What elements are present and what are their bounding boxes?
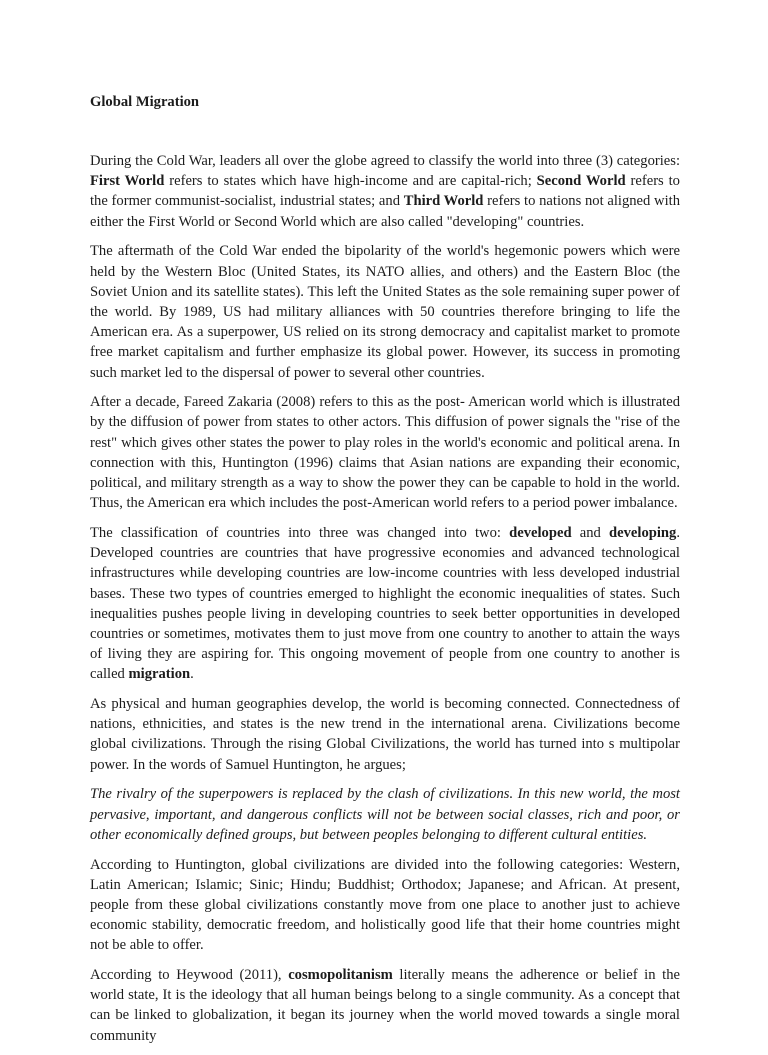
bold-term: First World (90, 173, 165, 190)
bold-term: migration (128, 666, 191, 683)
body-paragraph (90, 694, 680, 775)
bold-term: Third World (403, 193, 484, 210)
body-paragraph (90, 855, 680, 956)
paragraph-text: refers to states which have high-income and are capital-rich; (164, 173, 537, 190)
bold-term: Second World (536, 173, 626, 190)
body-paragraph (90, 151, 680, 232)
document-page (90, 92, 680, 1055)
paragraph-text: According to Heywood (2011), (90, 967, 289, 984)
paragraph-text: The rivalry of the superpowers is replaced by the clash of civilizations. In this new world, the most pervasive, important, and dangerous conflicts will not be between social classes, rich and poor, or other economically defined groups, but between peoples belonging to different cultural entities. (90, 786, 680, 843)
block-quote (90, 784, 680, 845)
paragraph-text: refers to the former communist-socialist, industrial states; and (90, 173, 680, 210)
body-paragraph (90, 241, 680, 382)
paragraph-text: After a decade, Fareed Zakaria (2008) refers to this as the post- American world which is illustrated by the diffusion of power from states to other actors. This diffusion of power signals the "rise of the rest" which gives other states the power to play roles in the world's economic and political arena. In connection with this, Huntington (1996) claims that Asian nations are expanding their economic, political, and military strength as a way to show the power they can be capable to hold in the world. Thus, the American era which includes the post-American world refers to a period power imbalance. (90, 394, 680, 512)
body-paragraph (90, 392, 680, 513)
paragraph-text: . Developed countries are countries that have progressive economies and advanced technological infrastructures while developing countries are low-income countries with less developed industrial bases. These two types of countries emerged to highlight the economic inequalities of states. Such inequalities pushes people living in developing countries to seek better opportunities in developed countries or sometimes, motivates them to just move from one country to another to attain the ways of living they are aspiring for. This ongoing movement of people from one country to another is called (90, 524, 680, 683)
paragraph-text: The classification of countries into three was changed into two: (90, 524, 510, 541)
bold-term: developing (609, 524, 677, 541)
paragraph-text: The aftermath of the Cold War ended the bipolarity of the world's hegemonic powers which were held by the Western Bloc (United States, its NATO allies, and others) and the Eastern Bloc (the Soviet Union and its satellite states). This left the United States as the sole remaining super power of the world. By 1989, US had military alliances with 50 countries therefore bringing to life the American era. As a superpower, US relied on its strong democracy and capitalist market to promote free market capitalism and further emphasize its global power. However, its success in promoting such market led to the dispersal of power to several other countries. (90, 243, 680, 381)
paragraph-text: . (190, 666, 194, 683)
body-paragraph (90, 523, 680, 685)
bold-term: developed (509, 524, 572, 541)
document-body (90, 151, 680, 1046)
paragraph-text: As physical and human geographies develop, the world is becoming connected. Connectedness of nations, ethnicities, and states is the new trend in the international arena. Civilizations become global civilizations. Through the rising Global Civilizations, the world has turned into s multipolar power. In the words of Samuel Huntington, he argues; (90, 696, 680, 773)
bold-term: cosmopolitanism (288, 967, 393, 984)
paragraph-text: According to Huntington, global civilizations are divided into the following categories: Western, Latin American; Islamic; Sinic; Hindu; Buddhist; Orthodox; Japanese; and African. At present, people from these global civilizations constantly move from one place to another just to achieve economic stability, democratic freedom, and holistically good life that their home countries might not be able to offer. (90, 856, 680, 954)
paragraph-text: refers to nations not aligned with either the First World or Second World which are also called "developing" countries. (90, 193, 680, 230)
paragraph-text: literally means the adherence or belief in the world state, It is the ideology that all human beings belong to a single community. As a concept that can be linked to globalization, it began its journey when the world moved towards a single moral community (90, 967, 680, 1044)
document-title: Global Migration (90, 94, 200, 110)
paragraph-text: and (571, 524, 610, 541)
paragraph-text: During the Cold War, leaders all over the globe agreed to classify the world into three (3) categories: (90, 153, 680, 169)
body-paragraph (90, 965, 680, 1046)
